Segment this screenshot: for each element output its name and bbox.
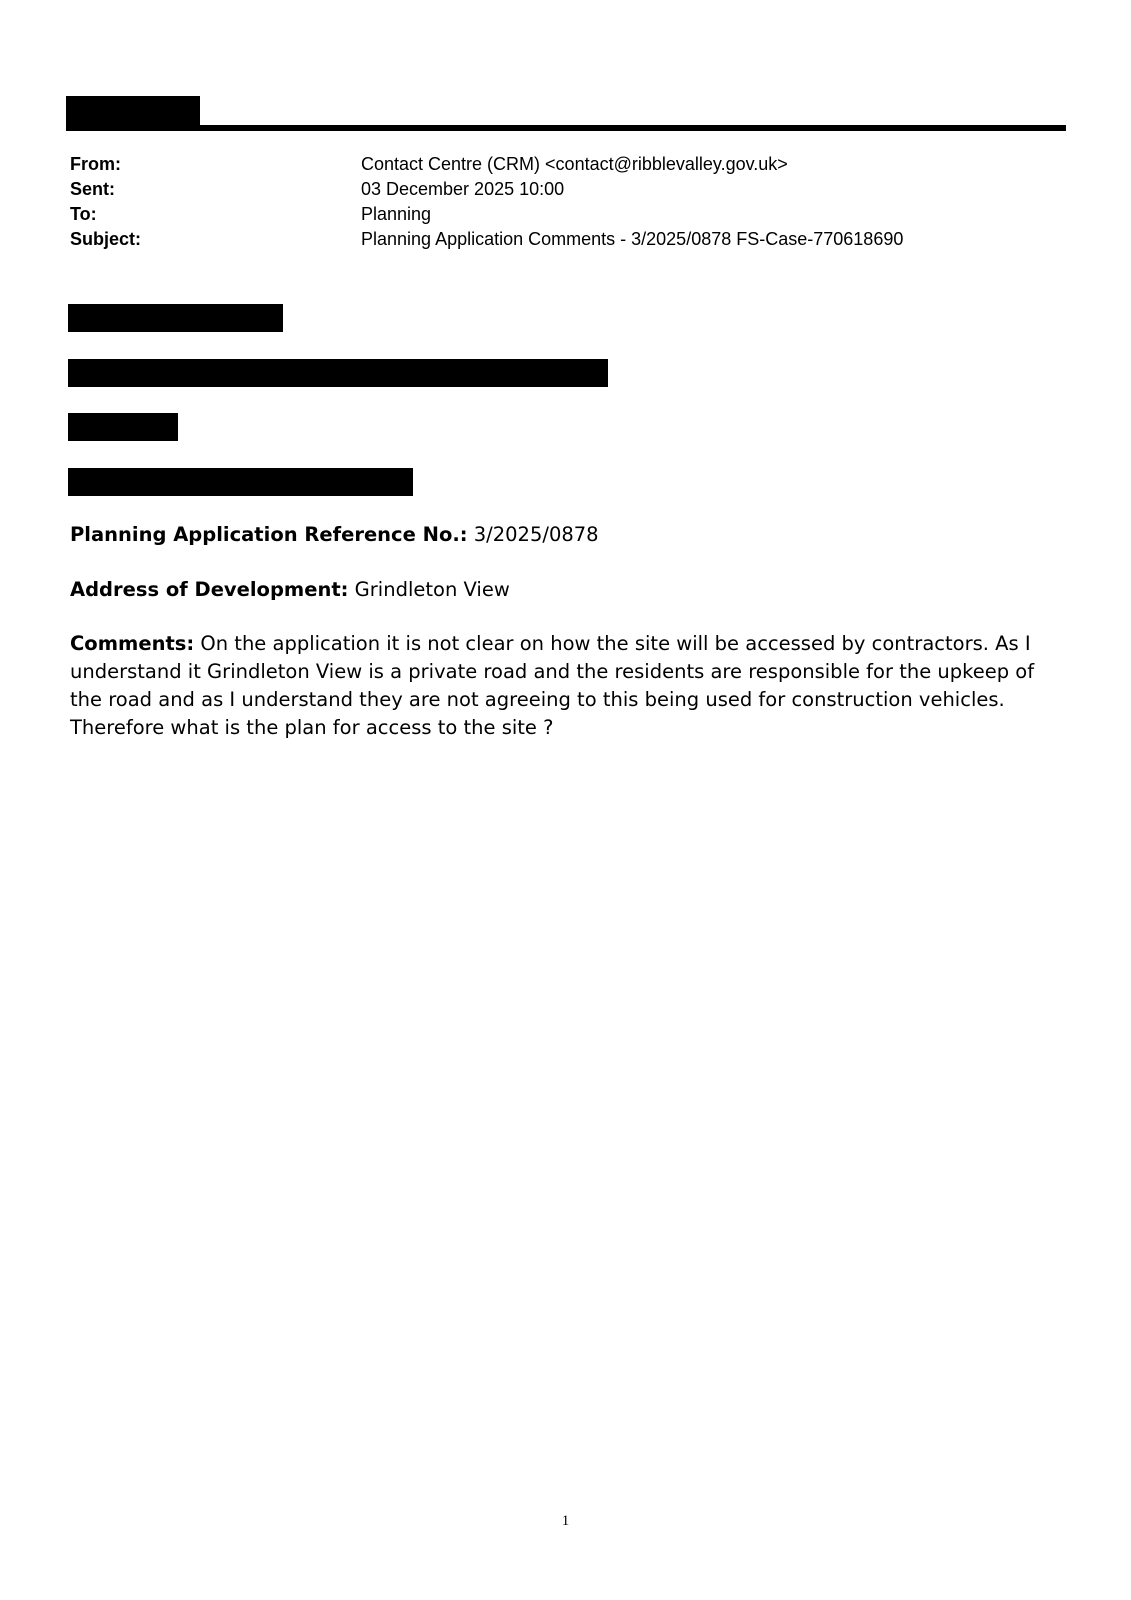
to-value: Planning [361, 204, 432, 224]
reference-value: 3/2025/0878 [473, 523, 599, 546]
from-row [70, 152, 1070, 177]
redacted-sender-name [66, 96, 200, 126]
comments-label: Comments: [70, 632, 195, 655]
comments-paragraph [70, 630, 1050, 742]
to-row [70, 202, 1070, 227]
subject-label: Subject: [70, 229, 142, 249]
email-header [70, 152, 1070, 252]
sent-label: Sent: [70, 179, 115, 199]
sent-row [70, 177, 1070, 202]
subject-value: Planning Application Comments - 3/2025/0878 FS-Case-770618690 [361, 229, 904, 249]
from-value: Contact Centre (CRM) <contact@ribblevalley.gov.uk> [361, 154, 788, 174]
comments-value: On the application it is not clear on how the site will be accessed by contractors. As I understand it Grindleton View is a private road and the residents are responsible for the upkeep of the road and as I understand they are not agreeing to this being used for construction vehicles. Therefore what is the plan for access to the site ? [70, 632, 1035, 739]
redacted-block-1 [68, 304, 283, 332]
sent-value: 03 December 2025 10:00 [361, 179, 565, 199]
redacted-block-3 [68, 413, 178, 441]
reference-label: Planning Application Reference No.: [70, 523, 468, 546]
from-label: From: [70, 154, 121, 174]
header-rule [66, 125, 1066, 131]
redacted-block-2 [68, 359, 608, 387]
to-label: To: [70, 204, 97, 224]
address-label: Address of Development: [70, 578, 349, 601]
subject-row [70, 227, 1070, 252]
address-value: Grindleton View [354, 578, 510, 601]
page-number: 1 [561, 1513, 570, 1529]
address-paragraph [70, 576, 1050, 604]
redacted-block-4 [68, 468, 413, 496]
reference-paragraph [70, 521, 1050, 549]
